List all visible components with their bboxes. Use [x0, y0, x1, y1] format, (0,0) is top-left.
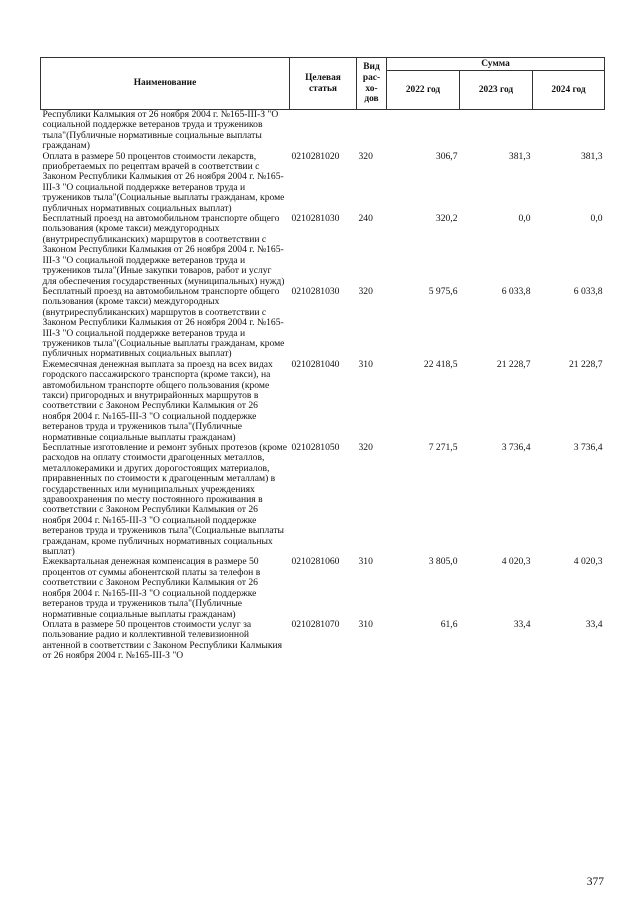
- row-amount-2023: 381,3: [508, 150, 531, 162]
- row-amount-2024: 33,4: [585, 618, 603, 630]
- row-amount-2023: 4 020,3: [501, 556, 531, 568]
- table-header: [41, 58, 605, 110]
- table-row: [41, 443, 605, 557]
- table-row: [41, 214, 605, 287]
- row-name: Ежемесячная денежная выплата за проезд на всех видах городского пассажирского транспорта (кроме такси), на автомобильном транспорте общего пользования (кроме такси) пригородных и внутрирайонных маршрутов в соответствии с Законом Республики Калмыкия от 26 ноября 2004 г. №165-III-З "О социальной поддержке ветеранов труда и тружеников тыла"(Публичные нормативные социальные выплаты гражданам): [42, 358, 273, 443]
- row-expense-kind: 310: [358, 618, 373, 630]
- budget-table: [40, 57, 605, 662]
- row-amount-2022: 22 418,5: [423, 358, 458, 370]
- row-amount-2022: 61,6: [440, 618, 458, 630]
- row-amount-2022: 320,2: [435, 213, 458, 225]
- table-row: [41, 557, 605, 619]
- row-name: Ежеквартальная денежная компенсация в размере 50 процентов от суммы абонентской платы за телефон в соответствии с Законом Республики Калмыкия от 26 ноября 2004 г. №165-III-З "О социальной поддержке ветеранов труда и тружеников тыла"(Публичные нормативные социальные выплаты гражданам): [42, 556, 261, 620]
- row-expense-kind: 310: [358, 556, 373, 568]
- row-name: Бесплатный проезд на автомобильном транспорте общего пользования (кроме такси) междугородных (внутриреспубликанских) маршрутов в соответствии с Законом Республики Калмыкия от 26 ноября 2004 г. №165-III-З "О социальной поддержке ветеранов труда и тружеников тыла"(Социальные выплаты гражданам, кроме публичных нормативных социальных выплат): [42, 285, 285, 360]
- row-amount-2022: 3 805,0: [428, 556, 458, 568]
- row-target-code: 0210281030: [291, 213, 340, 225]
- row-amount-2023: 21 228,7: [496, 358, 531, 370]
- row-amount-2022: 7 271,5: [428, 442, 458, 453]
- row-expense-kind: 320: [358, 285, 373, 297]
- header-name: Наименование: [41, 58, 290, 110]
- row-name: Оплата в размере 50 процентов стоимости услуг за пользование радио и коллективной телевизионной антенной в соответствии с Законом Республики Калмыкия от 26 ноября 2004 г. №165-III-З "О: [42, 618, 283, 662]
- table-row: [41, 287, 605, 360]
- header-year-2023: 2023 год: [460, 71, 533, 110]
- page-number: 377: [586, 876, 604, 888]
- header-year-2024: 2024 год: [533, 71, 605, 110]
- row-amount-2023: 33,4: [513, 618, 531, 630]
- row-name: Бесплатные изготовление и ремонт зубных протезов (кроме расходов на оплату стоимости драгоценных металлов, металлокерамики и других дорогостоящих материалов, приравненных по стоимости к драгоценным металлам) в государственных или муниципальных учреждениях здравоохранения по месту постоянного проживания в соответствии с Законом Республики Калмыкия от 26 ноября 2004 г. №165-III-З "О социальной поддержке ветеранов труда и тружеников тыла"(Социальные выплаты гражданам, кроме публичных нормативных социальных выплат): [42, 442, 287, 558]
- header-kind-line3: хо-: [365, 83, 378, 94]
- row-target-code: 0210281060: [291, 556, 340, 568]
- header-kind-line1: Вид: [363, 62, 380, 73]
- header-target-line1: Целевая: [305, 72, 341, 83]
- table-row: [41, 152, 605, 214]
- row-amount-2023: 6 033,8: [501, 285, 531, 297]
- header-sum: Сумма: [387, 58, 605, 71]
- row-name: Республики Калмыкия от 26 ноября 2004 г. №165-III-З "О социальной поддержке ветеранов труда и тружеников тыла"(Публичные нормативные социальные выплаты гражданам): [42, 109, 279, 152]
- row-amount-2024: 3 736,4: [573, 442, 603, 453]
- row-target-code: 0210281040: [291, 358, 340, 370]
- header-target-line2: статья: [309, 83, 337, 94]
- row-amount-2023: 3 736,4: [501, 442, 531, 453]
- row-amount-2022: 306,7: [435, 150, 458, 162]
- row-target-code: 0210281030: [291, 285, 340, 297]
- row-expense-kind: 320: [358, 150, 373, 162]
- row-amount-2024: 4 020,3: [573, 556, 603, 568]
- row-amount-2024: 21 228,7: [568, 358, 603, 370]
- table-row: [41, 360, 605, 443]
- row-name: Оплата в размере 50 процентов стоимости лекарств, приобретаемых по рецептам врачей в соответствии с Законом Республики Калмыкия от 26 ноября 2004 г. №165-III-З "О социальной поддержке ветеранов труда и тружеников тыла"(Социальные выплаты гражданам, кроме публичных нормативных социальных выплат): [42, 150, 285, 214]
- table-row-continuation: [41, 110, 605, 152]
- table-body: [41, 110, 605, 662]
- row-expense-kind: 320: [358, 442, 373, 453]
- row-amount-2024: 381,3: [580, 150, 603, 162]
- row-expense-kind: 240: [358, 213, 373, 225]
- row-expense-kind: 310: [358, 358, 373, 370]
- row-amount-2024: 0,0: [590, 213, 603, 225]
- row-amount-2023: 0,0: [518, 213, 531, 225]
- row-amount-2022: 5 975,6: [428, 285, 458, 297]
- row-name: Бесплатный проезд на автомобильном транспорте общего пользования (кроме такси) междугородных (внутриреспубликанских) маршрутов в соответствии с Законом Республики Калмыкия от 26 ноября 2004 г. №165-III-З "О социальной поддержке ветеранов труда и тружеников тыла"(Иные закупки товаров, работ и услуг для обеспечения государственных (муниципальных) нужд): [42, 213, 285, 287]
- row-amount-2024: 6 033,8: [573, 285, 603, 297]
- header-kind-line2: рас-: [362, 72, 381, 83]
- row-target-code: 0210281020: [291, 150, 340, 162]
- header-target-article: [290, 58, 357, 110]
- header-year-2022: 2022 год: [387, 71, 460, 110]
- row-target-code: 0210281050: [291, 442, 340, 453]
- table-row: [41, 620, 605, 662]
- header-expense-kind: [357, 58, 387, 110]
- row-target-code: 0210281070: [291, 618, 340, 630]
- header-kind-line4: дов: [364, 94, 379, 105]
